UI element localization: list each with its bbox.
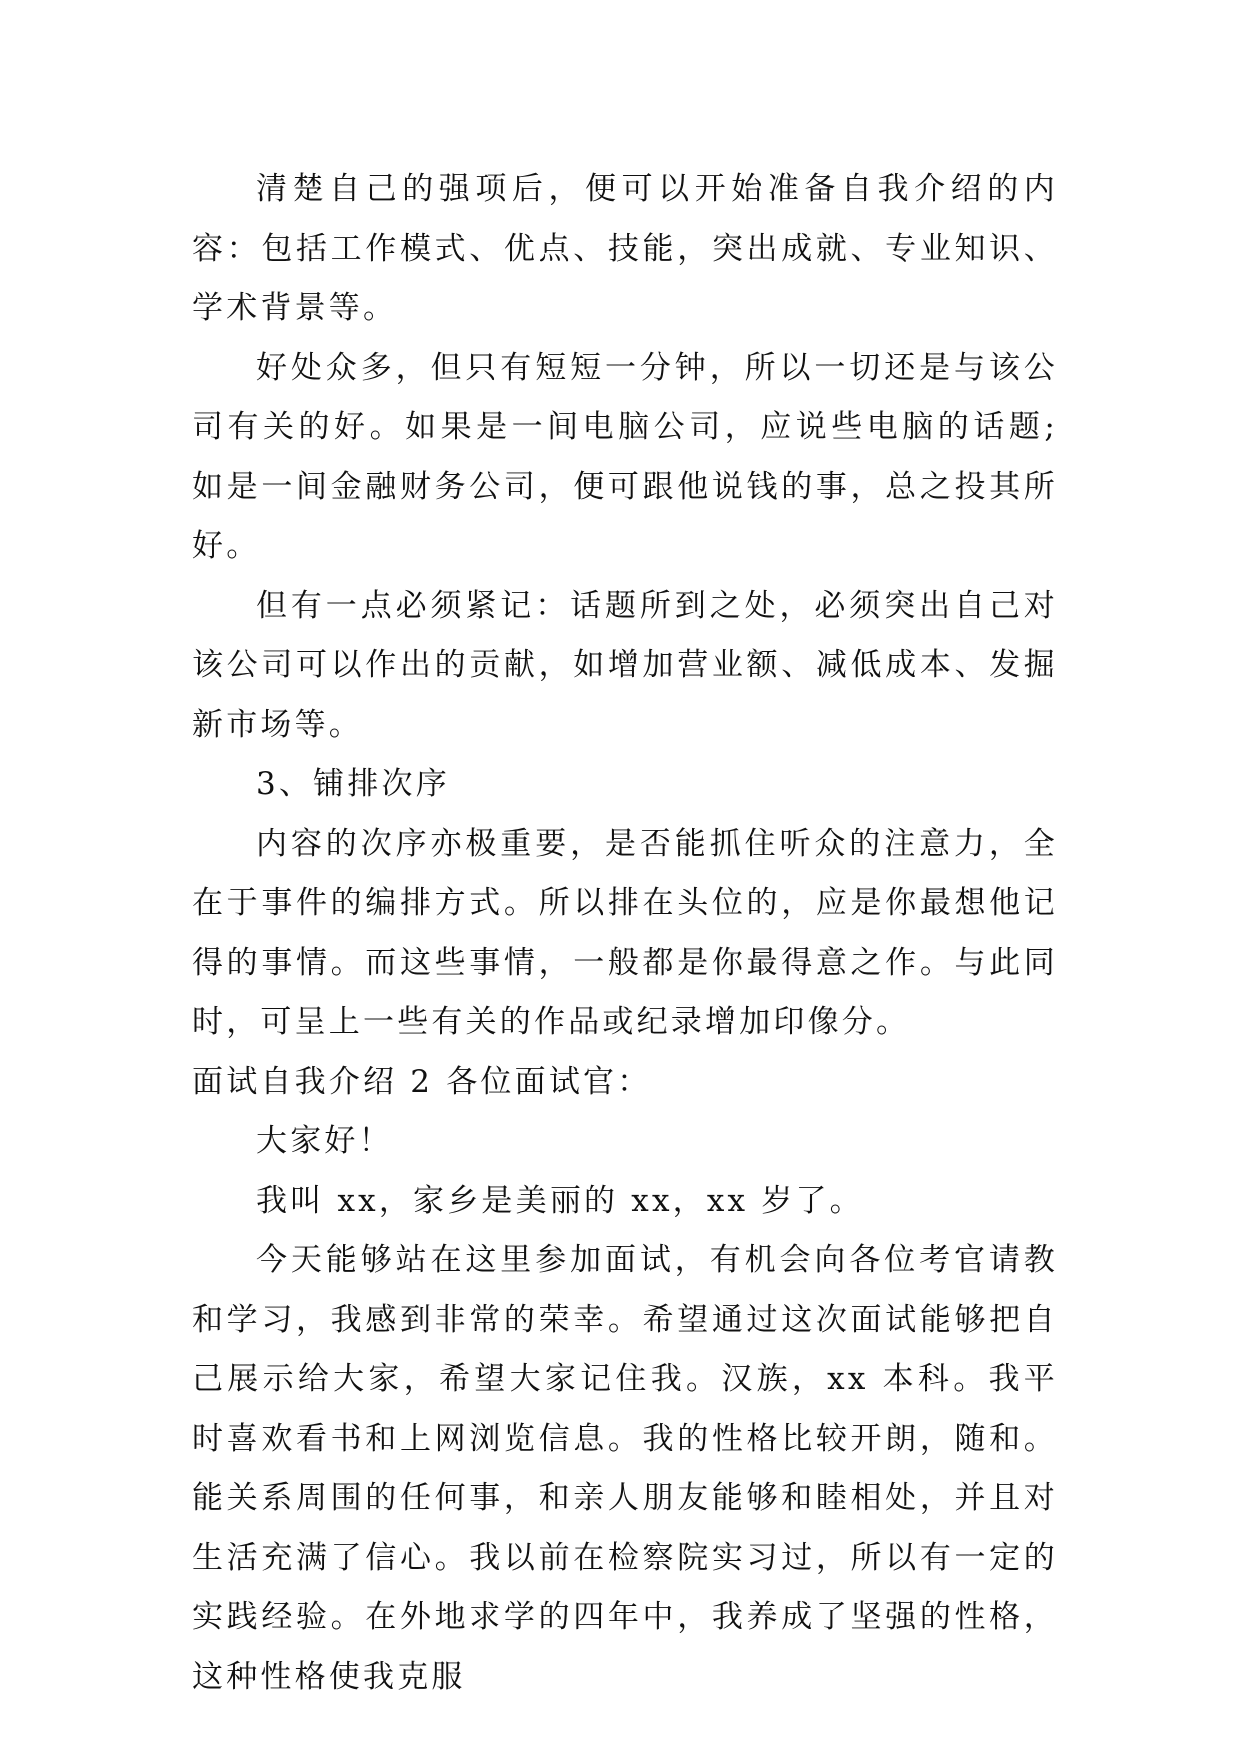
paragraph-company-relevance: 好处众多，但只有短短一分钟，所以一切还是与该公司有关的好。如果是一间电脑公司，应说些电脑的话题;如是一间金融财务公司，便可跟他说钱的事，总之投其所好。: [192, 349, 1058, 564]
paragraph-self-introduction: 今天能够站在这里参加面试，有机会向各位考官请教和学习，我感到非常的荣幸。希望通过这次面试能够把自己展示给大家，希望大家记住我。汉族，xx 本科。我平时喜欢看书和上网浏览信息。我的性格比较开朗，随和。能关系周围的任何事，和亲人朋友能够和睦相处，并且对生活充满了信心。我以前在检察院实习过，所以有一定的实践经验。在外地求学的四年中，我养成了坚强的性格，这种性格使我克服: [192, 1242, 1058, 1695]
document-page: [192, 160, 1058, 1707]
section-title-intro-2: 面试自我介绍 2 各位面试官：: [192, 1063, 652, 1100]
paragraph-name-hometown: 我叫 xx，家乡是美丽的 xx，xx 岁了。: [256, 1182, 864, 1219]
paragraph-content-order: 内容的次序亦极重要，是否能抓住听众的注意力，全在于事件的编排方式。所以排在头位的，应是你最想他记得的事情。而这些事情，一般都是你最得意之作。与此同时，可呈上一些有关的作品或纪录增加印像分。: [192, 825, 1058, 1040]
paragraph-greeting: 大家好！: [256, 1123, 393, 1159]
paragraph-contribution: 但有一点必须紧记：话题所到之处，必须突出自己对该公司可以作出的贡献，如增加营业额、减低成本、发掘新市场等。: [192, 587, 1058, 743]
section-heading-order: 3、铺排次序: [256, 766, 450, 802]
paragraph-strengths: 清楚自己的强项后，便可以开始准备自我介绍的内容：包括工作模式、优点、技能，突出成就、专业知识、学术背景等。: [192, 171, 1058, 326]
